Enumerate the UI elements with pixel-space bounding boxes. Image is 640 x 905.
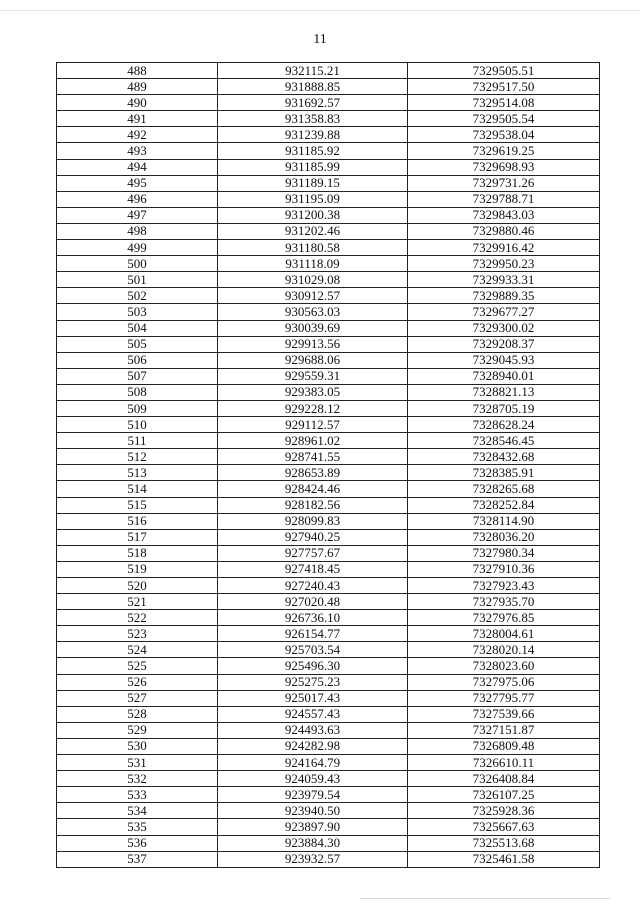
coordinates-table [56, 62, 600, 868]
point-number-cell: 488 [57, 63, 218, 79]
point-number-cell: 528 [57, 706, 218, 722]
x-coordinate-cell: 929228.12 [218, 400, 408, 416]
table-row [57, 449, 600, 465]
point-number-cell: 508 [57, 384, 218, 400]
table-row [57, 127, 600, 143]
x-coordinate-cell: 931888.85 [218, 79, 408, 95]
table-row [57, 851, 600, 867]
x-coordinate-cell: 923979.54 [218, 787, 408, 803]
y-coordinate-cell: 7328265.68 [408, 481, 600, 497]
x-coordinate-cell: 931118.09 [218, 256, 408, 272]
x-coordinate-cell: 931195.09 [218, 191, 408, 207]
point-number-cell: 497 [57, 207, 218, 223]
table-row [57, 642, 600, 658]
y-coordinate-cell: 7327976.85 [408, 610, 600, 626]
x-coordinate-cell: 929383.05 [218, 384, 408, 400]
table-row [57, 433, 600, 449]
x-coordinate-cell: 927020.48 [218, 594, 408, 610]
y-coordinate-cell: 7326809.48 [408, 738, 600, 754]
point-number-cell: 505 [57, 336, 218, 352]
y-coordinate-cell: 7329950.23 [408, 256, 600, 272]
x-coordinate-cell: 927240.43 [218, 578, 408, 594]
point-number-cell: 514 [57, 481, 218, 497]
table-row [57, 223, 600, 239]
point-number-cell: 509 [57, 400, 218, 416]
point-number-cell: 533 [57, 787, 218, 803]
x-coordinate-cell: 928182.56 [218, 497, 408, 513]
table-row [57, 63, 600, 79]
y-coordinate-cell: 7327980.34 [408, 545, 600, 561]
point-number-cell: 510 [57, 417, 218, 433]
point-number-cell: 522 [57, 610, 218, 626]
x-coordinate-cell: 924164.79 [218, 755, 408, 771]
y-coordinate-cell: 7326408.84 [408, 771, 600, 787]
table-row [57, 143, 600, 159]
x-coordinate-cell: 931239.88 [218, 127, 408, 143]
point-number-cell: 529 [57, 722, 218, 738]
x-coordinate-cell: 927757.67 [218, 545, 408, 561]
y-coordinate-cell: 7329731.26 [408, 175, 600, 191]
table-row [57, 561, 600, 577]
y-coordinate-cell: 7328385.91 [408, 465, 600, 481]
x-coordinate-cell: 931358.83 [218, 111, 408, 127]
y-coordinate-cell: 7329880.46 [408, 223, 600, 239]
table-row [57, 674, 600, 690]
table-row [57, 819, 600, 835]
y-coordinate-cell: 7328114.90 [408, 513, 600, 529]
point-number-cell: 502 [57, 288, 218, 304]
table-row [57, 513, 600, 529]
y-coordinate-cell: 7326610.11 [408, 755, 600, 771]
x-coordinate-cell: 923897.90 [218, 819, 408, 835]
x-coordinate-cell: 931202.46 [218, 223, 408, 239]
x-coordinate-cell: 931029.08 [218, 272, 408, 288]
y-coordinate-cell: 7325667.63 [408, 819, 600, 835]
point-number-cell: 520 [57, 578, 218, 594]
point-number-cell: 531 [57, 755, 218, 771]
y-coordinate-cell: 7329538.04 [408, 127, 600, 143]
y-coordinate-cell: 7326107.25 [408, 787, 600, 803]
table-row [57, 481, 600, 497]
point-number-cell: 530 [57, 738, 218, 754]
table-row [57, 320, 600, 336]
y-coordinate-cell: 7327935.70 [408, 594, 600, 610]
x-coordinate-cell: 929688.06 [218, 352, 408, 368]
x-coordinate-cell: 932115.21 [218, 63, 408, 79]
x-coordinate-cell: 925703.54 [218, 642, 408, 658]
table-row [57, 288, 600, 304]
point-number-cell: 492 [57, 127, 218, 143]
table-row [57, 304, 600, 320]
point-number-cell: 534 [57, 803, 218, 819]
table-row [57, 787, 600, 803]
table-row [57, 594, 600, 610]
point-number-cell: 523 [57, 626, 218, 642]
y-coordinate-cell: 7327910.36 [408, 561, 600, 577]
x-coordinate-cell: 927940.25 [218, 529, 408, 545]
point-number-cell: 489 [57, 79, 218, 95]
y-coordinate-cell: 7328432.68 [408, 449, 600, 465]
x-coordinate-cell: 931200.38 [218, 207, 408, 223]
x-coordinate-cell: 928424.46 [218, 481, 408, 497]
point-number-cell: 511 [57, 433, 218, 449]
point-number-cell: 507 [57, 368, 218, 384]
y-coordinate-cell: 7328546.45 [408, 433, 600, 449]
point-number-cell: 493 [57, 143, 218, 159]
point-number-cell: 525 [57, 658, 218, 674]
y-coordinate-cell: 7329788.71 [408, 191, 600, 207]
x-coordinate-cell: 931180.58 [218, 240, 408, 256]
y-coordinate-cell: 7329045.93 [408, 352, 600, 368]
table-row [57, 207, 600, 223]
y-coordinate-cell: 7329619.25 [408, 143, 600, 159]
y-coordinate-cell: 7325513.68 [408, 835, 600, 851]
y-coordinate-cell: 7327151.87 [408, 722, 600, 738]
y-coordinate-cell: 7329208.37 [408, 336, 600, 352]
table-row [57, 352, 600, 368]
y-coordinate-cell: 7327975.06 [408, 674, 600, 690]
y-coordinate-cell: 7329698.93 [408, 159, 600, 175]
y-coordinate-cell: 7328628.24 [408, 417, 600, 433]
x-coordinate-cell: 929559.31 [218, 368, 408, 384]
point-number-cell: 500 [57, 256, 218, 272]
table-row [57, 465, 600, 481]
y-coordinate-cell: 7329916.42 [408, 240, 600, 256]
y-coordinate-cell: 7328036.20 [408, 529, 600, 545]
point-number-cell: 516 [57, 513, 218, 529]
x-coordinate-cell: 928653.89 [218, 465, 408, 481]
x-coordinate-cell: 923932.57 [218, 851, 408, 867]
y-coordinate-cell: 7328020.14 [408, 642, 600, 658]
table-row [57, 755, 600, 771]
point-number-cell: 490 [57, 95, 218, 111]
point-number-cell: 498 [57, 223, 218, 239]
x-coordinate-cell: 928099.83 [218, 513, 408, 529]
x-coordinate-cell: 929112.57 [218, 417, 408, 433]
x-coordinate-cell: 928961.02 [218, 433, 408, 449]
table-row [57, 690, 600, 706]
table-row [57, 771, 600, 787]
point-number-cell: 515 [57, 497, 218, 513]
scan-edge-line [0, 10, 640, 11]
table-row [57, 191, 600, 207]
table-row [57, 79, 600, 95]
table-row [57, 111, 600, 127]
y-coordinate-cell: 7328004.61 [408, 626, 600, 642]
y-coordinate-cell: 7327923.43 [408, 578, 600, 594]
table-row [57, 578, 600, 594]
point-number-cell: 535 [57, 819, 218, 835]
point-number-cell: 513 [57, 465, 218, 481]
x-coordinate-cell: 926736.10 [218, 610, 408, 626]
point-number-cell: 512 [57, 449, 218, 465]
table-row [57, 529, 600, 545]
y-coordinate-cell: 7328821.13 [408, 384, 600, 400]
table-row [57, 417, 600, 433]
y-coordinate-cell: 7329889.35 [408, 288, 600, 304]
table-row [57, 658, 600, 674]
y-coordinate-cell: 7329300.02 [408, 320, 600, 336]
x-coordinate-cell: 925496.30 [218, 658, 408, 674]
x-coordinate-cell: 931185.99 [218, 159, 408, 175]
y-coordinate-cell: 7325928.36 [408, 803, 600, 819]
scan-edge-line [360, 898, 610, 899]
point-number-cell: 501 [57, 272, 218, 288]
table-row [57, 159, 600, 175]
point-number-cell: 519 [57, 561, 218, 577]
table-row [57, 722, 600, 738]
y-coordinate-cell: 7328023.60 [408, 658, 600, 674]
table-row [57, 626, 600, 642]
point-number-cell: 496 [57, 191, 218, 207]
x-coordinate-cell: 925275.23 [218, 674, 408, 690]
x-coordinate-cell: 924557.43 [218, 706, 408, 722]
y-coordinate-cell: 7329933.31 [408, 272, 600, 288]
point-number-cell: 506 [57, 352, 218, 368]
page-number: 11 [313, 32, 327, 47]
point-number-cell: 527 [57, 690, 218, 706]
x-coordinate-cell: 923940.50 [218, 803, 408, 819]
x-coordinate-cell: 930039.69 [218, 320, 408, 336]
table-row [57, 803, 600, 819]
table-row [57, 272, 600, 288]
table-row [57, 336, 600, 352]
x-coordinate-cell: 931692.57 [218, 95, 408, 111]
point-number-cell: 491 [57, 111, 218, 127]
coordinates-table-body [57, 63, 600, 868]
table-row [57, 95, 600, 111]
x-coordinate-cell: 924493.63 [218, 722, 408, 738]
table-row [57, 738, 600, 754]
table-row [57, 256, 600, 272]
y-coordinate-cell: 7329517.50 [408, 79, 600, 95]
y-coordinate-cell: 7329677.27 [408, 304, 600, 320]
table-row [57, 545, 600, 561]
x-coordinate-cell: 924282.98 [218, 738, 408, 754]
x-coordinate-cell: 923884.30 [218, 835, 408, 851]
x-coordinate-cell: 926154.77 [218, 626, 408, 642]
x-coordinate-cell: 928741.55 [218, 449, 408, 465]
table-row [57, 384, 600, 400]
y-coordinate-cell: 7328252.84 [408, 497, 600, 513]
table-row [57, 400, 600, 416]
point-number-cell: 499 [57, 240, 218, 256]
y-coordinate-cell: 7327795.77 [408, 690, 600, 706]
point-number-cell: 504 [57, 320, 218, 336]
point-number-cell: 517 [57, 529, 218, 545]
point-number-cell: 495 [57, 175, 218, 191]
point-number-cell: 537 [57, 851, 218, 867]
table-row [57, 368, 600, 384]
x-coordinate-cell: 930912.57 [218, 288, 408, 304]
x-coordinate-cell: 931189.15 [218, 175, 408, 191]
x-coordinate-cell: 924059.43 [218, 771, 408, 787]
point-number-cell: 536 [57, 835, 218, 851]
point-number-cell: 521 [57, 594, 218, 610]
x-coordinate-cell: 931185.92 [218, 143, 408, 159]
table-row [57, 610, 600, 626]
table-row [57, 706, 600, 722]
table-row [57, 497, 600, 513]
point-number-cell: 526 [57, 674, 218, 690]
y-coordinate-cell: 7329505.51 [408, 63, 600, 79]
point-number-cell: 494 [57, 159, 218, 175]
y-coordinate-cell: 7325461.58 [408, 851, 600, 867]
y-coordinate-cell: 7328940.01 [408, 368, 600, 384]
y-coordinate-cell: 7328705.19 [408, 400, 600, 416]
point-number-cell: 532 [57, 771, 218, 787]
y-coordinate-cell: 7327539.66 [408, 706, 600, 722]
y-coordinate-cell: 7329505.54 [408, 111, 600, 127]
point-number-cell: 518 [57, 545, 218, 561]
point-number-cell: 524 [57, 642, 218, 658]
y-coordinate-cell: 7329843.03 [408, 207, 600, 223]
point-number-cell: 503 [57, 304, 218, 320]
table-row [57, 240, 600, 256]
table-row [57, 835, 600, 851]
x-coordinate-cell: 930563.03 [218, 304, 408, 320]
y-coordinate-cell: 7329514.08 [408, 95, 600, 111]
x-coordinate-cell: 925017.43 [218, 690, 408, 706]
x-coordinate-cell: 929913.56 [218, 336, 408, 352]
x-coordinate-cell: 927418.45 [218, 561, 408, 577]
table-row [57, 175, 600, 191]
